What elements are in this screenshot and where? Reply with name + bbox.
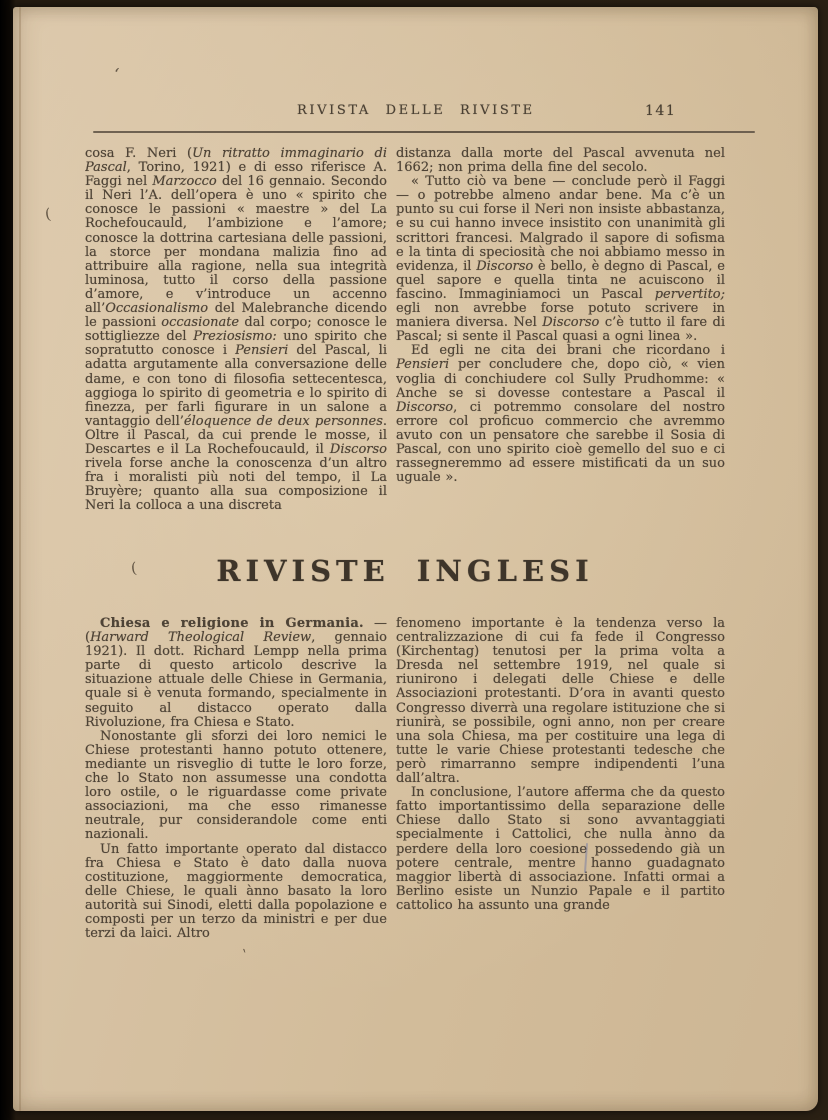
article-continuation bbox=[85, 147, 725, 539]
left-column-top bbox=[85, 147, 387, 539]
paragraph: « Tutto ciò va bene — conclude però il Faggi — o potrebbe almeno andar bene. Ma c’è un punto su cui forse il Neri non insiste abbastanza, e su cui hanno invece insistito con unanimità gli scrittori francesi. Malgrado il sapore di sofisma e la tinta di speciosità che noi abbiamo messo in evidenza, il Discorso è bello, è degno di Pascal, e quel sapore e quella tinta ne acuiscono il fascino. Immaginiamoci un Pascal pervertito; egli non avrebbe forse potuto scrivere in maniera diversa. Nel Discorso c’è tutto il fare di Pascal; si sente il Pascal quasi a ogni linea ». bbox=[396, 174, 725, 345]
paragraph: Ed egli ne cita dei brani che ricordano i Pensieri per concludere che, dopo ciò, « vien voglia di conchiudere col Sully Prudhomme: « Anche se si dovesse contestare a Pascal il Discorso, ci potremmo consolare del nostro errore col proficuo commercio che avremmo avuto con un pensatore che sarebbe il Sosia di Pascal, con uno spirito cioè gemello del suo e ci rassegneremmo ad essere mistificati da un suo uguale ». bbox=[396, 343, 725, 486]
section-heading: RIVISTE INGLESI bbox=[216, 554, 594, 588]
paper-edge bbox=[19, 7, 21, 1111]
paragraph: Chiesa e religione in Germania. — (Harward Theological Review, gennaio 1921). Il dott. Richard Lempp nella prima parte di questo articolo descrive la situazione attuale delle Chiese in Germania, quale si è venuta formando, specialmente in seguito al distacco operato dalla Rivoluzione, fra Chiesa e Stato. bbox=[85, 617, 387, 730]
scan-mark: ( bbox=[43, 204, 53, 224]
right-column-bottom bbox=[396, 617, 725, 953]
left-column-bottom bbox=[85, 617, 387, 953]
paragraph: Un fatto importante operato dal distacco fra Chiesa e Stato è dato dalla nuova costituzione, maggiormente democratica, delle Chiese, le quali ànno basato la loro autorità sui Sinodi, eletti dalla popolazione e composti per un terzo da ministri e per due terzi da laici. Altro bbox=[85, 841, 387, 942]
journal-title: RIVISTA DELLE RIVISTE bbox=[297, 103, 535, 118]
scan-mark: ʻ bbox=[110, 64, 121, 86]
scan-mark: ` bbox=[235, 946, 251, 967]
right-column-top bbox=[396, 147, 725, 539]
paragraph: cosa F. Neri (Un ritratto immaginario di Pascal, Torino, 1921) e di esso riferisce A. Faggi nel Marzocco del 16 gennaio. Secondo il Neri l’A. dell’opera è uno « spirito che conosce le passioni « maestre » del La Rochefoucauld, l’ambizione e l’amore; conosce la dottrina cartesiana delle passioni, la storce per mondana malizia fino ad attribuire alla ragione, nella sua integrità luminosa, tutto il corso della passione d’amore, e v’introduce un accenno all’Occasionalismo del Malebranche dicendo le passioni occasionate dal corpo; conosce le sottigliezze del Preziosismo: uno spirito che sopratutto conosce i Pensieri del Pascal, li adatta argutamente alla conversazione delle dame, e con tono di filosofia settecentesca, aggioga lo spirito di geometria e lo spirito di finezza, per farli figurare in un salone a vantaggio dell’éloquence de deux personnes. Oltre il Pascal, da cui prende le mosse, il Descartes e il La Rochefoucauld, il Discorso rivela forse anche la conoscenza d’un altro fra i moralisti più noti del tempo, il La Bruyère; quanto alla sua composizione il Neri la colloca a una discreta bbox=[85, 147, 387, 514]
page bbox=[13, 7, 818, 1111]
paragraph: fenomeno importante è la tendenza verso la centralizzazione di cui fa fede il Congresso (Kirchentag) tenutosi per la prima volta a Dresda nel settembre 1919, nel quale si riunirono i delegati delle Chiese e delle Associazioni protestanti. D’ora in avanti questo Congresso diverrà una regolare istituzione che si riunirà, se possibile, ogni anno, non per creare una sola Chiesa, ma per costituire una lega di tutte le varie Chiese protestanti tedesche che però rimarranno sempre indipendenti l’una dall’altra. bbox=[396, 617, 725, 787]
header-rule bbox=[93, 131, 755, 133]
paragraph: In conclusione, l’autore afferma che da questo fatto importantissimo della separazione delle Chiese dallo Stato si sono avvantaggiati specialmente i Cattolici, che nulla ànno da perdere della loro coesione possedendo già un potere centrale, mentre hanno guadagnato maggior libertà di associazione. Infatti ormai a Berlino esiste un Nunzio Papale e il partito cattolico ha assunto una grande bbox=[396, 785, 725, 913]
article-riviste-inglesi bbox=[85, 617, 725, 953]
paragraph: distanza dalla morte del Pascal avvenuta nel 1662; non prima della fine del secolo. bbox=[396, 147, 725, 176]
page-number: 141 bbox=[645, 103, 677, 119]
paragraph: Nonostante gli sforzi dei loro nemici le Chiese protestanti hanno potuto ottenere, mediante un risveglio di tutte le loro forze, che lo Stato non assumesse una condotta loro ostile, o le riguardasse come private associazioni, ma che esso rimanesse neutrale, pur considerandole come enti nazionali. bbox=[85, 728, 387, 843]
scan-mark: ( bbox=[130, 558, 138, 578]
